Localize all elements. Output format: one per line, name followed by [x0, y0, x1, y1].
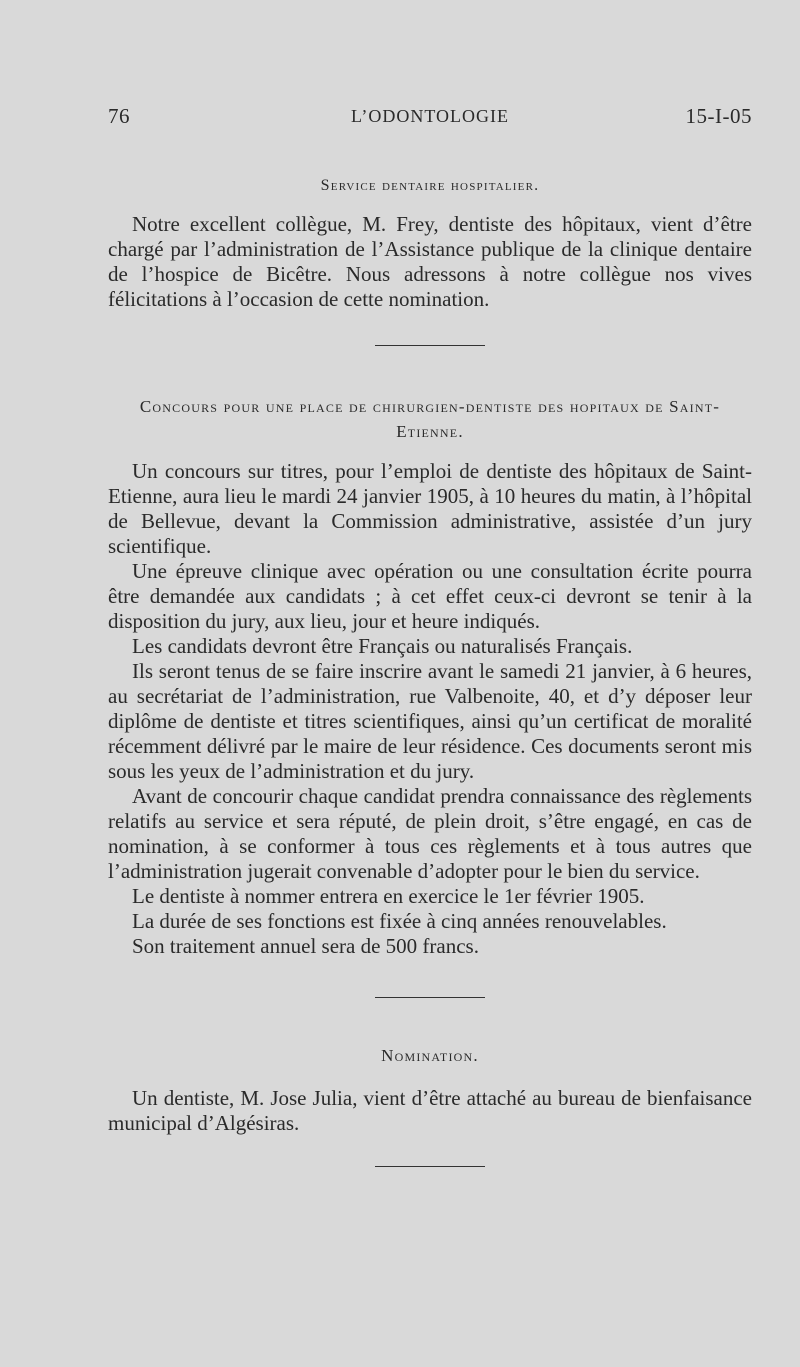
paragraph-concours-7: La durée de ses fonctions est fixée à cinq années renouvelables.	[132, 909, 667, 933]
section-title-concours: Concours pour une place de chirurgien-dentiste des hopitaux de Saint-Etienne.	[139, 397, 721, 441]
journal-title: L’ODONTOLOGIE	[351, 106, 509, 126]
section-title-service-dentaire: Service dentaire hospitalier.	[320, 177, 540, 194]
paragraph-concours-1: Un concours sur titres, pour l’emploi de dentiste des hôpitaux de Saint-Etienne, aura lieu le mardi 24 janvier 1905, à 10 heures du matin, à l’hôpital de Bellevue, devant la Commission administrative, assistée d’un jury scientifique.	[108, 459, 752, 558]
section-divider	[375, 997, 485, 998]
paragraph-concours-4: Ils seront tenus de se faire inscrire avant le samedi 21 janvier, à 6 heures, au secrétariat de l’administration, rue Valbenoite, 40, et d’y déposer leur diplôme de dentiste et titres scientifiques, ainsi qu’un certificat de moralité récemment délivré par le maire de leur résidence. Ces documents seront mis sous les yeux de l’administration et du jury.	[108, 659, 752, 783]
paragraph-concours-8: Son traitement annuel sera de 500 francs.	[132, 934, 479, 958]
paragraph-nomination: Un dentiste, M. Jose Julia, vient d’être attaché au bureau de bienfaisance municipal d’Algésiras.	[108, 1086, 752, 1135]
issue-date: 15-I-05	[685, 104, 752, 128]
document-page	[108, 100, 752, 1167]
running-head	[108, 100, 752, 140]
section-divider	[375, 1166, 485, 1167]
paragraph-service-dentaire: Notre excellent collègue, M. Frey, dentiste des hôpitaux, vient d’être chargé par l’administration de l’Assistance publique de la clinique dentaire de l’hospice de Bicêtre. Nous adressons à notre collègue nos vives félicitations à l’occasion de cette nomination.	[108, 212, 752, 311]
section-title-nomination: Nomination.	[381, 1046, 479, 1065]
paragraph-concours-2: Une épreuve clinique avec opération ou une consultation écrite pourra être demandée aux candidats ; à cet effet ceux-ci devront se tenir à la disposition du jury, aux lieu, jour et heure indiqués.	[108, 559, 752, 633]
section-divider	[375, 345, 485, 346]
paragraph-concours-5: Avant de concourir chaque candidat prendra connaissance des règlements relatifs au service et sera réputé, de plein droit, s’être engagé, en cas de nomination, à se conformer à tous ces règlements et à tous autres que l’administration jugerait convenable d’adopter pour le bien du service.	[108, 784, 752, 883]
paragraph-concours-6: Le dentiste à nommer entrera en exercice le 1er février 1905.	[132, 884, 645, 908]
page-number: 76	[108, 104, 130, 128]
paragraph-concours-3: Les candidats devront être Français ou naturalisés Français.	[132, 634, 633, 658]
